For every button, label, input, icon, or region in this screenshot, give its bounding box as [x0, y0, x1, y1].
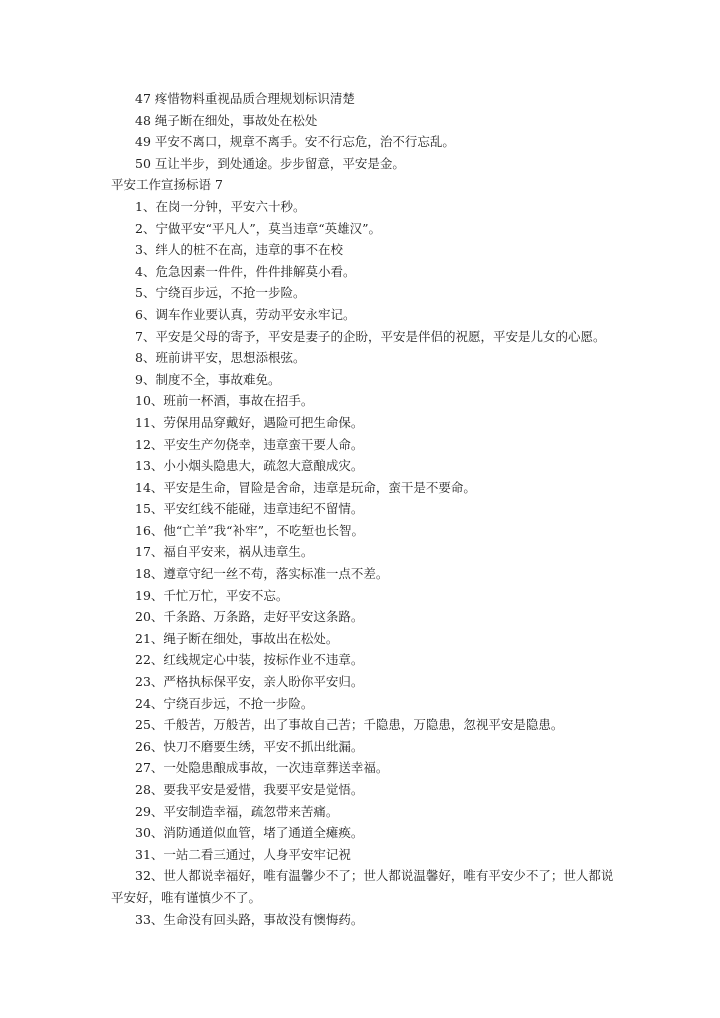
slogan-item-14: 14、平安是生命，冒险是舍命，违章是玩命，蛮干是不要命。: [135, 479, 476, 495]
slogan-item-32-line-2: 平安好，唯有谨慎少不了。: [111, 889, 262, 905]
slogan-item-24: 24、宁绕百步远，不抢一步险。: [135, 695, 314, 711]
slogan-line-48: 48 绳子断在细处，事故处在松处: [135, 112, 318, 128]
section-title: 平安工作宣扬标语 7: [111, 177, 223, 193]
slogan-item-4: 4、危急因素一件件，件件排解莫小看。: [135, 263, 356, 279]
slogan-item-33: 33、生命没有回头路，事故没有懊悔药。: [135, 911, 364, 927]
slogan-line-49: 49 平安不离口，规章不离手。安不行忘危，治不行忘乱。: [135, 134, 455, 150]
slogan-item-16: 16、他“亡羊”我“补牢”，不吃堑也长智。: [135, 522, 364, 538]
slogan-item-22: 22、红线规定心中装，按标作业不违章。: [135, 652, 364, 668]
slogan-item-21: 21、绳子断在细处，事故出在松处。: [135, 630, 339, 646]
slogan-item-28: 28、要我平安是爱惜，我要平安是觉悟。: [135, 782, 364, 797]
slogan-line-50: 50 互让半步，到处通途。步步留意，平安是金。: [135, 155, 405, 171]
slogan-item-31: 31、一站二看三通过，人身平安牢记祝: [135, 846, 351, 862]
slogan-item-29: 29、平安制造幸福，疏忽带来苦痛。: [135, 803, 339, 819]
slogan-item-1: 1、在岗一分钟，平安六十秒。: [135, 198, 306, 214]
slogan-item-15: 15、平安红线不能碰，违章违纪不留情。: [135, 501, 364, 517]
slogan-item-10: 10、班前一杯酒，事故在招手。: [135, 393, 314, 409]
slogan-item-6: 6、调车作业要认真，劳动平安永牢记。: [135, 306, 356, 322]
slogan-line-47: 47 疼惜物料重视品质合理规划标识清楚: [135, 91, 355, 106]
slogan-item-5: 5、宁绕百步远，不抢一步险。: [135, 285, 306, 301]
slogan-item-25: 25、千般苦，万般苦，出了事故自己苦；千隐患，万隐患，忽视平安是隐患。: [135, 717, 564, 733]
slogan-item-20: 20、千条路、万条路，走好平安这条路。: [135, 609, 364, 625]
slogan-item-19: 19、千忙万忙，平安不忘。: [135, 587, 289, 603]
slogan-item-3: 3、绊人的桩不在高，违章的事不在校: [135, 242, 343, 258]
slogan-item-26: 26、快刀不磨要生绣，平安不抓出纰漏。: [135, 738, 364, 754]
slogan-item-32-line-1: 32、世人都说幸福好，唯有温馨少不了；世人都说温馨好，唯有平安少不了；世人都说: [135, 868, 614, 884]
slogan-item-13: 13、小小烟头隐患大，疏忽大意酿成灾。: [135, 458, 364, 474]
slogan-item-27: 27、一处隐患酿成事故，一次违章葬送幸福。: [135, 760, 389, 776]
slogan-item-8: 8、班前讲平安，思想添根弦。: [135, 350, 306, 366]
document-body: [111, 88, 621, 930]
slogan-item-7: 7、平安是父母的寄予，平安是妻子的企盼，平安是伴侣的祝愿，平安是儿女的心愿。: [135, 328, 606, 344]
slogan-item-23: 23、严格执标保平安，亲人盼你平安归。: [135, 674, 364, 690]
slogan-item-2: 2、宁做平安“平凡人”，莫当违章“英雄汉”。: [135, 220, 382, 236]
slogan-item-11: 11、劳保用品穿戴好，遇险可把生命保。: [135, 414, 364, 430]
slogan-item-18: 18、遵章守纪一丝不苟，落实标准一点不差。: [135, 566, 389, 582]
slogan-item-30: 30、消防通道似血管，堵了通道全瘫痪。: [135, 825, 364, 841]
slogan-item-12: 12、平安生产勿侥幸，违章蛮干要人命。: [135, 436, 364, 452]
slogan-item-17: 17、福自平安来，祸从违章生。: [135, 544, 314, 560]
slogan-item-9: 9、制度不全，事故难免。: [135, 371, 281, 387]
